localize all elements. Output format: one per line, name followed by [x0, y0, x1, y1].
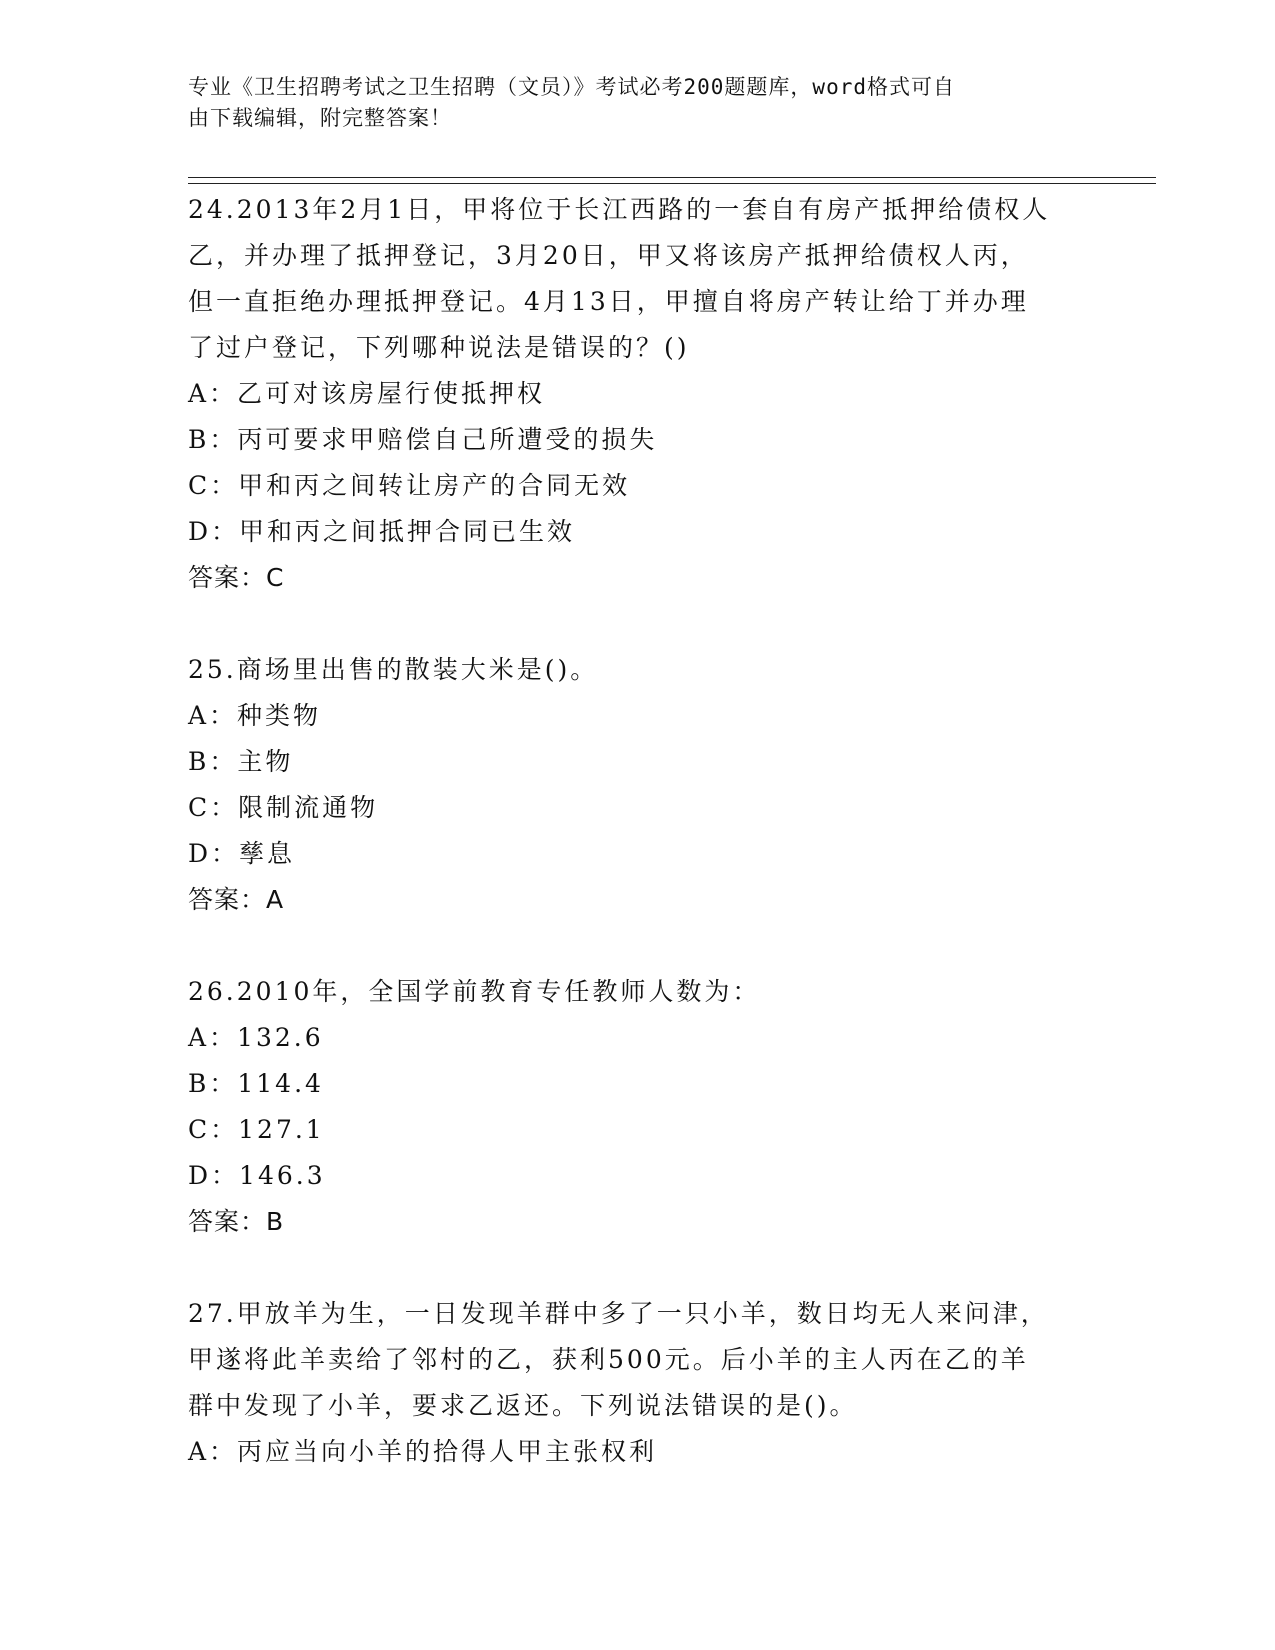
option-d: D：甲和丙之间抵押合同已生效 [188, 517, 576, 546]
header-divider-bottom [188, 183, 1156, 184]
header-title-line-1: 专业《卫生招聘考试之卫生招聘（文员）》考试必考200题题库，word格式可自 [188, 75, 955, 99]
header-divider-top [188, 177, 1156, 178]
option-b: B：丙可要求甲赔偿自己所遭受的损失 [188, 425, 658, 454]
option-c: C：127.1 [188, 1115, 325, 1144]
question-gap [188, 1245, 1088, 1291]
option-c: C：限制流通物 [188, 793, 379, 822]
question-stem-line: 乙，并办理了抵押登记，3月20日，甲又将该房产抵押给债权人丙， [188, 241, 1029, 270]
question-list [188, 187, 1088, 1475]
option-b: B：114.4 [188, 1069, 324, 1098]
answer-label: 答案：C [188, 563, 285, 592]
option-b: B：主物 [188, 747, 294, 776]
question-stem-line: 24.2013年2月1日，甲将位于长江西路的一套自有房产抵押给债权人 [188, 195, 1051, 224]
question-24 [188, 187, 1088, 647]
question-25 [188, 647, 1088, 969]
option-a: A：种类物 [188, 701, 322, 730]
question-gap [188, 601, 1088, 647]
question-stem-line: 26.2010年，全国学前教育专任教师人数为： [188, 977, 761, 1006]
question-gap [188, 923, 1088, 969]
question-stem-line: 但一直拒绝办理抵押登记。4月13日，甲擅自将房产转让给丁并办理 [188, 287, 1029, 316]
option-d: D：146.3 [188, 1161, 326, 1190]
question-26 [188, 969, 1088, 1291]
question-stem-line: 25.商场里出售的散装大米是()。 [188, 655, 599, 684]
question-27 [188, 1291, 1088, 1475]
option-a: A：乙可对该房屋行使抵押权 [188, 379, 546, 408]
option-a: A：丙应当向小羊的拾得人甲主张权利 [188, 1437, 658, 1466]
answer-label: 答案：A [188, 885, 285, 914]
answer-label: 答案：B [188, 1207, 285, 1236]
document-header [188, 72, 1088, 134]
option-a: A：132.6 [188, 1023, 324, 1052]
option-d: D：孳息 [188, 839, 296, 868]
header-title-line-2: 由下载编辑，附完整答案！ [188, 106, 452, 130]
option-c: C：甲和丙之间转让房产的合同无效 [188, 471, 631, 500]
question-stem-line: 甲遂将此羊卖给了邻村的乙，获利500元。后小羊的主人丙在乙的羊 [188, 1345, 1029, 1374]
question-stem-line: 群中发现了小羊，要求乙返还。下列说法错误的是()。 [188, 1391, 858, 1420]
question-stem-line: 27.甲放羊为生，一日发现羊群中多了一只小羊，数日均无人来问津， [188, 1299, 1049, 1328]
question-stem-line: 了过户登记，下列哪种说法是错误的？() [188, 333, 690, 362]
